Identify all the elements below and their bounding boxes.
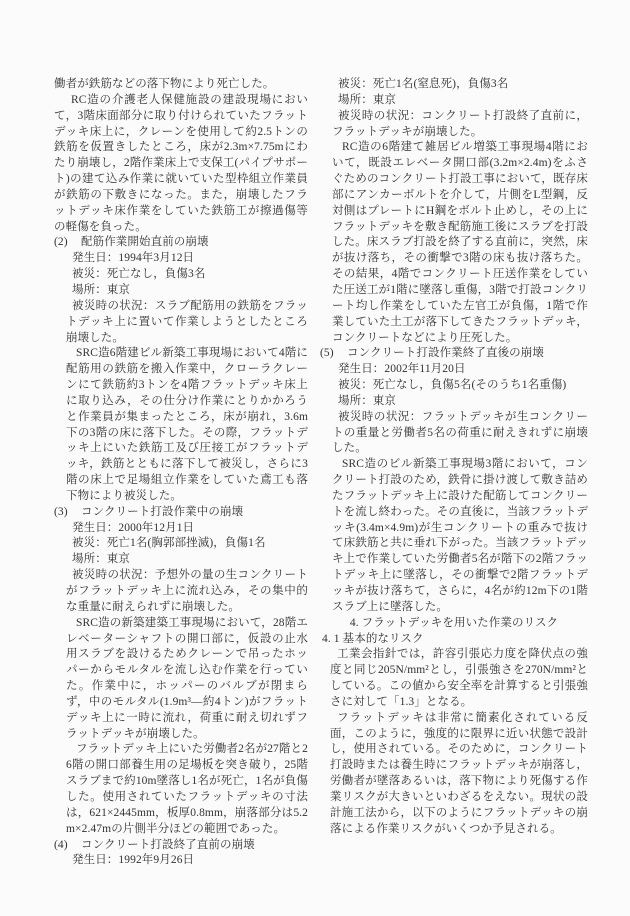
detail-field: 発生日：1992年9月26日 <box>72 854 195 867</box>
paragraph-continuation: 働者が鉄筋などの落下物により死亡した。 <box>54 78 275 90</box>
item-heading <box>54 838 308 854</box>
detail-field: 発生日：1994年3月12日 <box>72 252 195 265</box>
case-paragraph: SRC造の新築建築工事現場において，28階エレベーターシャフトの開口部に，仮設の止水用スラブを設けるためクレーンで吊ったホッパーからモルタルを流し込む作業を行っていた。作業中に，ホッパーのバルブが閉まらず，中のモルタル(1.9m³—約4トン)がフラットデッキ上に一時に流れ，荷重に耐え切れずフラットデッキが崩壊した。 <box>66 616 308 740</box>
detail-field: 発生日：2002年11月20日 <box>338 363 466 376</box>
case-paragraph: SRC造のビル新築工事現場3階において，コンクリート打設のため，鉄骨に掛け渡して敷き詰めたフラットデッキ上に設けた配筋してコンクリートを流し終わった。その直後に，当該フラットデッキ(3.4m×4.9m)が生コンクリートの重みで抜けて床鉄筋と共に垂れ下がった。当該フラットデッキ上で作業していた労働者5名が階下の2階フラットデッキ上に墜落し，その衝撃で2階フラットデッキが抜け落ちて，さらに，4名が約12m下の1階スラブ上に墜落した。 <box>332 458 588 613</box>
detail-field: 被災時の状況：フラットデッキが生コンクリートの重量と労働者5名の荷重に耐えきれずに崩壊した。 <box>332 410 588 455</box>
item-number: (4) <box>54 838 68 851</box>
detail-field: 場所：東京 <box>338 93 396 106</box>
paragraph: RC造の介護老人保健施設の建設現場において，3階床面部分に取り付けられていたフラットデッキ床上に，クレーンを使用して約2.5トンの鉄筋を仮置きしたところ，床が2.3m×7.75mにわたり崩壊し，2階作業床上で支保工(パイプサポート)の建て込み作業に就いていた型枠組立作業員が鉄筋の下敷きになった。また，崩壊したフラットデッキ床作業をしていた鉄筋工が擦過傷等の軽傷を負った。 <box>54 93 308 233</box>
section-paragraph: 工業会指針では，許容引張応力度を降伏点の強度と同じ205N/mm²とし，引張強さを270N/mm²としている。この値から安全率を計算すると引張強さに対して「1.3」となる。 <box>330 648 588 708</box>
detail-field: 被災：死亡1名(窒息死)，負傷3名 <box>338 78 509 90</box>
item-heading <box>54 235 308 251</box>
subsection-heading: 4. 1 基本的なリスク <box>322 632 424 645</box>
detail-field: 被災時の状況：予想外の量の生コンクリートがフラットデッキ上に流れ込み，その集中的な重量に耐えられずに崩壊した。 <box>66 569 308 613</box>
detail-field: 被災：死亡なし，負傷3名 <box>72 268 206 281</box>
item-heading <box>320 346 588 362</box>
case-paragraph: フラットデッキ上にいた労働者2名が27階と26階の開口部養生用の足場板を突き破り，25階スラブまで約10m墜落し1名が死亡，1名が負傷した。使用されていたフラットデッキの寸法は，621×2445mm，板厚0.8mm，崩落部分は5.2m×2.47mの片側半分ほどの範囲であった。 <box>66 743 308 835</box>
item-number: (2) <box>54 236 68 249</box>
detail-field: 場所：東京 <box>72 553 130 566</box>
item-number: (5) <box>320 347 334 360</box>
detail-field: 被災時の状況：コンクリート打設終了直前に，フラットデッキが崩壊した。 <box>332 109 588 138</box>
detail-field: 発生日：2000年12月1日 <box>72 521 195 534</box>
case-paragraph: SRC造6階建ビル新築工事現場において4階に配筋用の鉄筋を搬入作業中，クローラクレーンにて鉄筋約3トンを4階フラットデッキ床上に取り込み，その仕分け作業にとりかかろうと作業員が集まったところ，床が崩れ，3.6m下の3階の床に落下した。その際，フラットデッキ上にいた鉄筋工及び圧接工がフラットデッキ，鉄筋とともに落下して被災し，さらに3階の床上で足場組立作業をしていた鳶工も落下物により被災した。 <box>66 347 308 502</box>
detail-field: 被災時の状況：スラブ配筋用の鉄筋をフラットデッキ上に置いて作業しようとしたところ崩壊した。 <box>66 299 308 344</box>
case-paragraph: RC造の6階建て雑居ビル増築工事現場4階において，既設エレベータ開口部(3.2m×2.4m)をふさぐためのコンクリート打設工事において，既存床部にアンカーボルトを介して，片側をL型鋼，反対側はプレートにH鋼をボルト止めし，その上にフラットデッキを敷き配筋施工後にスラブを打設した。床スラブ打設を終了する直前に，突然，床が抜け落ち，その衝撃で3階の床も抜け落ちた。その結果，4階でコンクリート圧送作業をしていた圧送工が1階に墜落し重傷，3階で打設コンクリート均し作業をしていた左官工が負傷，1階で作業していた土工が落下してきたフラットデッキ，コンクリートなどにより圧死した。 <box>332 141 588 344</box>
section-heading: 4. フラットデッキを用いた作業のリスク <box>349 616 559 629</box>
item-number: (3) <box>54 505 68 518</box>
item-title: コンクリート打設終了直前の崩壊 <box>81 838 255 851</box>
item-heading <box>54 505 308 521</box>
item-title: コンクリート打設作業終了直後の崩壊 <box>347 347 544 360</box>
detail-field: 被災：死亡なし，負傷5名(そのうち1名重傷) <box>338 379 567 392</box>
item-title: 配筋作業開始直前の崩壊 <box>81 236 209 249</box>
detail-field: 場所：東京 <box>72 283 130 296</box>
detail-field: 被災：死亡1名(胸郭部挫滅)，負傷1名 <box>72 537 266 550</box>
section-paragraph: フラットデッキは非常に簡素化されている反面，このように，強度的に限界に近い状態で設計し，使用されている。そのために，コンクリート打設時または養生時にフラットデッキが崩落し，労働者が墜落あるいは，落下物により死傷する作業リスクが大きいといわざるをえない。現状の設計施工法から，以下のようにフラットデッキの崩落による作業リスクがいくつか予見される。 <box>330 711 588 835</box>
left-column <box>54 77 308 869</box>
detail-field: 場所：東京 <box>338 394 396 407</box>
right-column <box>320 77 588 838</box>
item-title: コンクリート打設作業中の崩壊 <box>81 505 244 518</box>
